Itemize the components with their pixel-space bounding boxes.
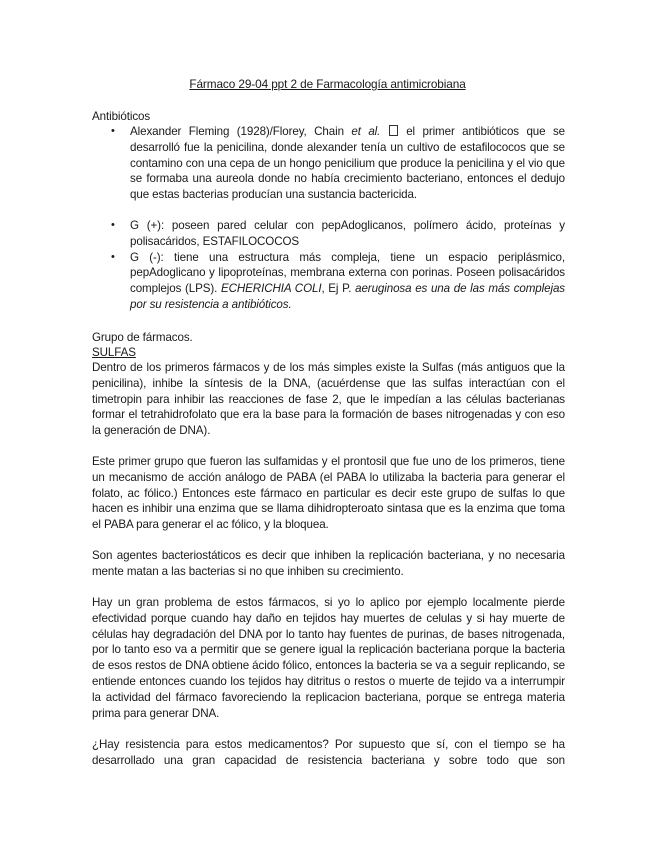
grupo-heading: Grupo de fármacos.: [92, 331, 193, 344]
antibioticos-list: [92, 124, 565, 313]
list-item: • G (-): tiene una estructura más compleja, tiene un espacio periplásmico, pepAdoglicano y lipoproteínas, membrana externa con porinas. Poseen polisacáridos complejos (LPS). ECHERICHIA COLI, Ej P. aeruginosa es una de las más complejas por su resistencia a antibióticos.: [111, 250, 565, 311]
paragraph-sulfamidas: Este primer grupo que fueron las sulfamidas y el prontosil que fue uno de los primeros, tiene un mecanismo de acción análogo de PABA (el PABA lo utilizaba la bacteria para generar el folato, ac fólico.) Entonces este fármaco en particular es decir este grupo de sulfas lo que hacen es inhibir una enzima que se llama dihidropteroato sintasa que es la enzima que toma el PABA para generar el ac fólico, y la bloquea.: [92, 455, 565, 532]
bullet-icon: •: [111, 125, 115, 137]
paragraph-problema: Hay un gran problema de estos fármacos, si yo lo aplico por ejemplo localmente pierde efectividad porque cuando hay daño en tejidos hay muertes de celulas y si hay muerte de células hay degradación del DNA por lo tanto hay fuentes de purinas, de bases nitrogenada, por lo tanto eso va a permitir que se genere igual la replicación bacteriana porque la bacteria de esos restos de DNA obtiene ácido fólico, entonces la bacteria se va a seguir replicando, se entiende entonces cuando los tejidos hay ditritus o restos o muerte de tejido va a interrumpir la actividad del fármaco favoreciendo la replicacion bacteriana, porque se entrega materia prima para generar DNA.: [92, 596, 565, 720]
bullet-icon: •: [111, 250, 115, 263]
bullet-icon: •: [111, 218, 115, 231]
list-item: • G (+): poseen pared celular con pepAdoglicanos, polímero ácido, proteínas y polisacáridos, ESTAFILOCOCOS: [111, 218, 565, 248]
paragraph-resistencia: ¿Hay resistencia para estos medicamentos? Por supuesto que sí, con el tiempo se ha desarrollado una gran capacidad de resistencia bacteriana y sobre todo que son: [92, 738, 565, 767]
document-title: Fármaco 29-04 ppt 2 de Farmacología antimicrobiana: [189, 77, 466, 91]
paragraph-bacteriostaticos: Son agentes bacteriostáticos es decir que inhiben la replicación bacteriana, y no necesaria mente matan a las bacterias si no que inhiben su crecimiento.: [92, 549, 565, 578]
antibioticos-heading: Antibióticos: [92, 110, 151, 123]
paragraph-sulfas-intro: Dentro de los primeros fármacos y de los más simples existe la Sulfas (más antiguos que la penicilina), inhibe la síntesis de la DNA, (acuérdense que las sulfas interactúan con el timetropin para inhibir las reacciones de fase 2, que le impedían a las células bacterianas formar el tetrahidrofolato que era la base para la formación de bases nitrogenadas y con eso la generación de DNA).: [92, 361, 565, 438]
sulfas-subheading: SULFAS: [92, 346, 136, 359]
list-item: • Alexander Fleming (1928)/Florey, Chain et al. el primer antibióticos que se desarrolló fue la penicilina, donde alexander tenía un cultivo de estafilococos que se contamino con una cepa de un hongo penicilium que produce la penicilina y el vio que se formaba una aureola donde no había crecimiento bacteriano, entonces el dedujo que estas bacterias producían una sustancia bactericida.: [111, 125, 565, 202]
arrow-glyph-icon: [389, 125, 398, 136]
